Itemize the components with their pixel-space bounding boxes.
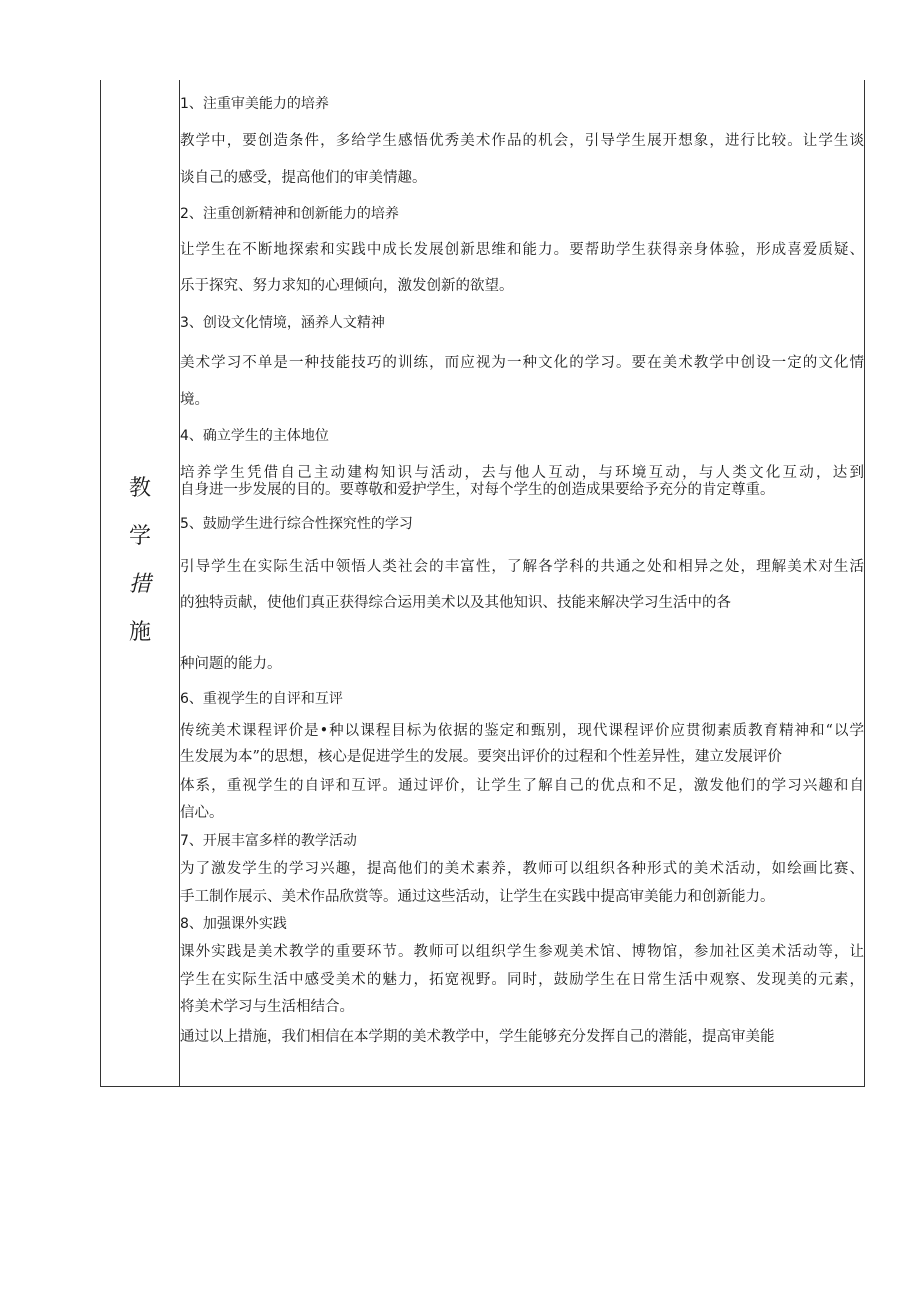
label-char: 措 [128, 572, 151, 597]
paragraph-line: 种问题的能力。 [180, 656, 282, 672]
paragraph-line: 引导学生在实际生活中领悟人类社会的丰富性，了解各学科的共通之处和相异之处，理解美术对生活 [180, 559, 864, 575]
section-heading-3: 3、创设文化情境，涵养人文精神 [180, 315, 385, 331]
section-heading-5: 5、鼓励学生进行综合性探究性的学习 [180, 516, 413, 532]
paragraph-line: 通过以上措施，我们相信在本学期的美术教学中，学生能够充分发挥自己的潜能，提高审美能 [180, 1029, 775, 1045]
column-divider [179, 80, 180, 1087]
paragraph-line: 体系，重视学生的自评和互评。通过评价，让学生了解自己的优点和不足，激发他们的学习兴趣和自 [180, 778, 864, 794]
section-heading-4: 4、确立学生的主体地位 [180, 428, 329, 444]
label-char: 教 [128, 476, 151, 501]
row-label-teaching-measures [118, 465, 162, 657]
measures-table [100, 80, 865, 1087]
paragraph-line: 谈自己的感受，提高他们的审美情趣。 [180, 170, 427, 186]
paragraph-line: 为了激发学生的学习兴趣，提高他们的美术素养，教师可以组织各种形式的美术活动，如绘画比赛、 [180, 861, 864, 877]
label-char: 学 [128, 524, 151, 549]
paragraph-line: 课外实践是美术教学的重要环节。教师可以组织学生参观美术馆、博物馆，参加社区美术活动等，让 [180, 944, 864, 960]
clipped-line [180, 463, 864, 481]
section-heading-7: 7、开展丰富多样的教学活动 [180, 833, 357, 849]
label-char: 施 [128, 620, 151, 645]
paragraph-line: 学生在实际生活中感受美术的魅力，拓宽视野。同时，鼓励学生在日常生活中观察、发现美的元素， [180, 972, 864, 988]
paragraph-line: 的独特贡献，使他们真正获得综合运用美术以及其他知识、技能来解决学习生活中的各 [180, 595, 731, 611]
section-heading-1: 1、注重审美能力的培养 [180, 96, 329, 112]
paragraph-line: 信心。 [180, 805, 224, 821]
table-left-border [100, 80, 101, 1087]
paragraph-line-clipped: 培养学生凭借自己主动建构知识与活动，去与他人互动，与环境互动，与人类文化互动，达到 [180, 465, 864, 481]
paragraph-line: 生发展为本”的思想，核心是促进学生的发展。要突出评价的过程和个性差异性，建立发展评价 [180, 749, 782, 765]
paragraph-line: 传统美术课程评价是•种以课程目标为依据的鉴定和甄别，现代课程评价应贯彻素质教育精神和“以学 [180, 723, 864, 739]
paragraph-line: 乐于探究、努力求知的心理倾向，激发创新的欲望。 [180, 278, 514, 294]
table-right-border [864, 80, 865, 1087]
paragraph-line: 境。 [180, 392, 209, 408]
paragraph-line: 让学生在不断地探索和实践中成长发展创新思维和能力。要帮助学生获得亲身体验，形成喜爱质疑、 [180, 242, 864, 258]
paragraph-line: 将美术学习与生活相结合。 [180, 999, 354, 1015]
section-heading-2: 2、注重创新精神和创新能力的培养 [180, 206, 399, 222]
paragraph-line: 美术学习不单是一种技能技巧的训练，而应视为一种文化的学习。要在美术教学中创设一定的文化情 [180, 355, 864, 371]
table-bottom-border [100, 1086, 865, 1087]
section-heading-8: 8、加强课外实践 [180, 916, 287, 932]
paragraph-line: 教学中，要创造条件，多给学生感悟优秀美术作品的机会，引导学生展开想象，进行比较。让学生谈 [180, 133, 864, 149]
section-heading-6: 6、重视学生的自评和互评 [180, 691, 343, 707]
paragraph-line: 自身进一步发展的目的。要尊敬和爱护学生，对每个学生的创造成果要给予充分的肯定尊重。 [180, 482, 775, 498]
paragraph-line: 手工制作展示、美术作品欣赏等。通过这些活动，让学生在实践中提高审美能力和创新能力。 [180, 889, 775, 905]
